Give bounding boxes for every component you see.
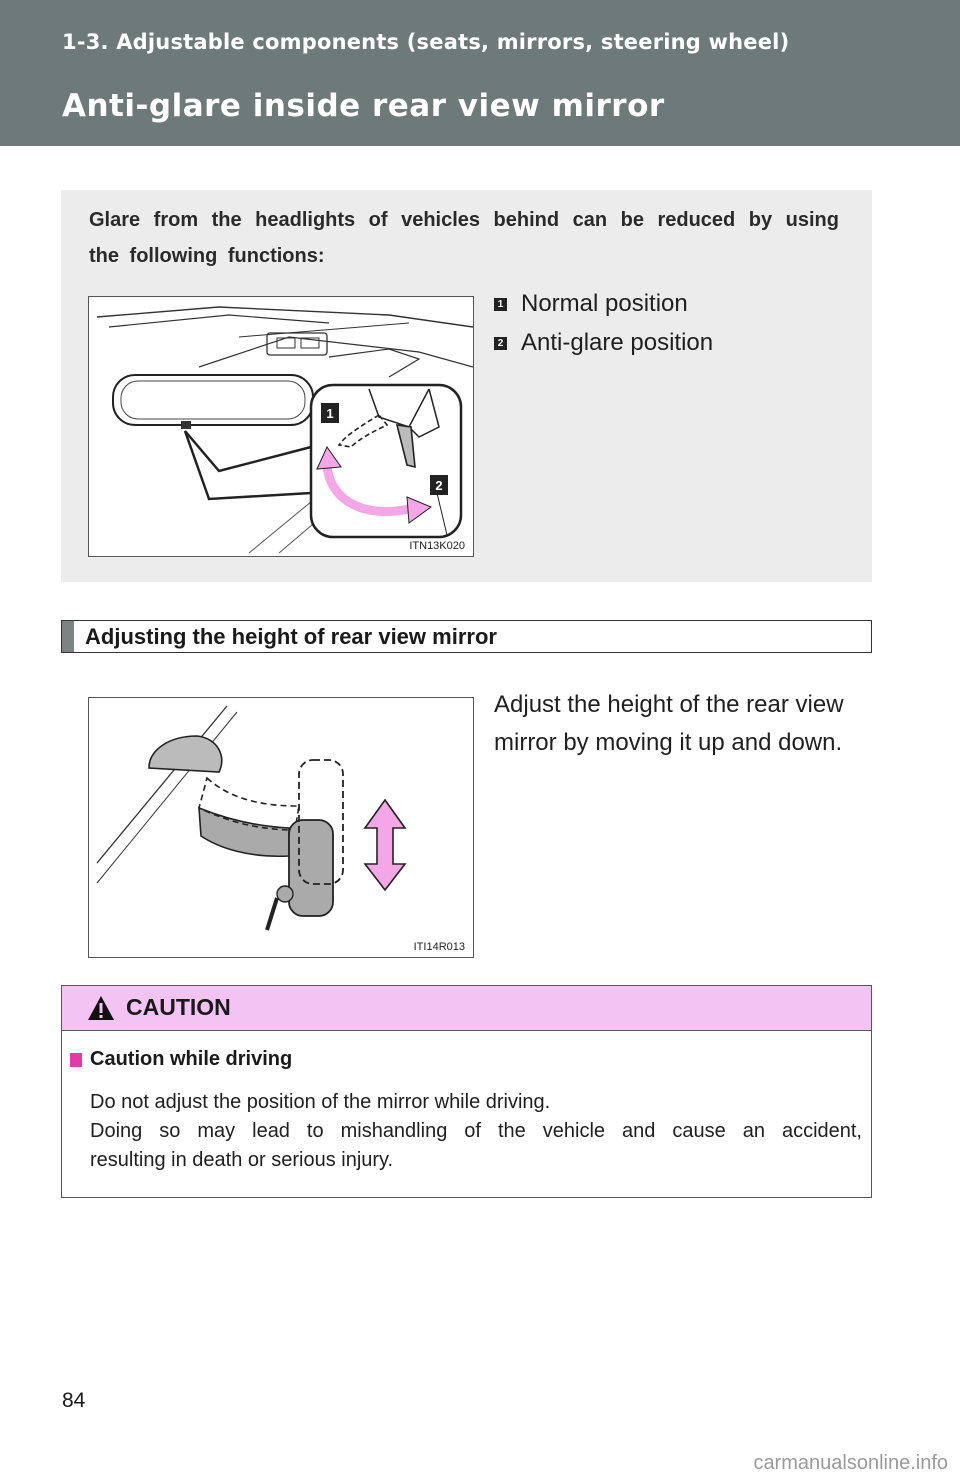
- subsection-title: Adjusting the height of rear view mirror: [85, 624, 497, 649]
- figure-code: ITN13K020: [409, 540, 465, 552]
- caution-line: Doing so may lead to mishandling of the vehicle and cause an accident,: [90, 1120, 862, 1142]
- mirror-height-drawing: [89, 698, 473, 957]
- watermark: carmanualsonline.info: [753, 1452, 948, 1474]
- bullet-square-icon: [70, 1053, 82, 1067]
- anti-glare-illustration: [88, 296, 474, 557]
- mirror-lever-drawing: [89, 297, 473, 556]
- legend-label: Normal position: [521, 290, 688, 317]
- legend-badge: 2: [494, 337, 507, 350]
- figure-code: ITI14R013: [413, 941, 465, 953]
- heading-accent-bar: [62, 621, 74, 652]
- page-header: [0, 0, 960, 146]
- caution-header: [62, 986, 871, 1031]
- caution-body: [90, 1088, 862, 1175]
- page-number: 84: [62, 1389, 86, 1412]
- legend-badge: 1: [494, 298, 507, 311]
- callout-label-1: 1: [326, 406, 334, 421]
- caution-line: Do not adjust the position of the mirror while driving.: [90, 1091, 551, 1113]
- page-title: Anti-glare inside rear view mirror: [62, 88, 665, 124]
- height-instruction: Adjust the height of the rear view mirror by moving it up and down.: [494, 691, 844, 756]
- caution-title: CAUTION: [126, 994, 231, 1020]
- caution-subtitle: [70, 1048, 292, 1071]
- subsection-heading: [61, 620, 872, 653]
- callout-label-2: 2: [435, 478, 443, 493]
- caution-subtitle-text: Caution while driving: [90, 1048, 293, 1070]
- height-adjust-illustration: [88, 697, 474, 958]
- section-label: 1-3. Adjustable components (seats, mirrors, steering wheel): [62, 30, 790, 54]
- caution-line: resulting in death or serious injury.: [90, 1149, 394, 1171]
- intro-text: Glare from the headlights of vehicles behind can be reduced by using the following functions:: [89, 209, 839, 267]
- legend-label: Anti-glare position: [521, 329, 714, 356]
- legend-item-anti-glare: [494, 329, 713, 357]
- warning-triangle-icon: [86, 994, 116, 1022]
- caution-box: [61, 985, 872, 1198]
- legend-item-normal: [494, 290, 688, 318]
